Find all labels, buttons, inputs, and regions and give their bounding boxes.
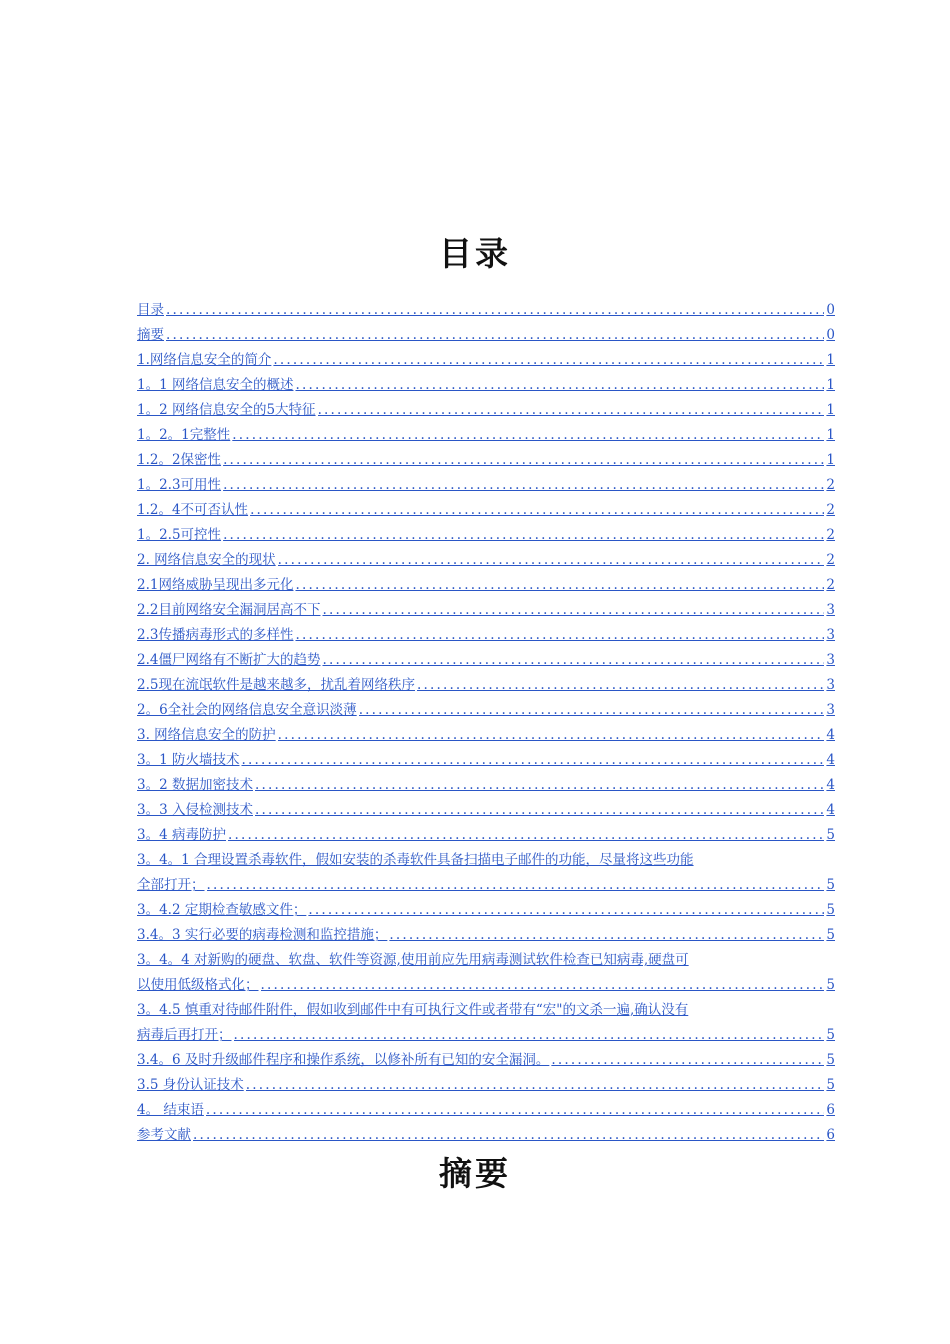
toc-page-number: 4 bbox=[826, 802, 835, 818]
toc-entry-text-line1: 3。4.5 慎重对待邮件附件，假如收到邮件中有可执行文件或者带有“宏"的文杀一遍,确认没有 bbox=[137, 1002, 689, 1018]
toc-entry[interactable] bbox=[137, 798, 835, 823]
toc-entry-text: 2.3传播病毒形式的多样性 bbox=[137, 627, 294, 643]
toc-entry[interactable] bbox=[137, 498, 835, 523]
toc-page-number: 5 bbox=[826, 1077, 835, 1093]
toc-page-number: 5 bbox=[826, 977, 835, 993]
toc-leader bbox=[223, 527, 824, 543]
toc-leader bbox=[359, 702, 825, 718]
toc-entry[interactable] bbox=[137, 923, 835, 948]
toc-entry-text: 3.4。6 及时升级邮件程序和操作系统，以修补所有已知的安全漏洞。 bbox=[137, 1052, 550, 1068]
toc-page-number: 4 bbox=[826, 752, 835, 768]
toc-page-number: 0 bbox=[826, 327, 835, 343]
toc-page-number: 4 bbox=[826, 777, 835, 793]
toc-entry[interactable] bbox=[137, 623, 835, 648]
toc-leader bbox=[246, 1077, 825, 1093]
toc-page-number: 5 bbox=[826, 927, 835, 943]
toc-leader bbox=[223, 452, 824, 468]
toc-entry-text: 2.1网络威胁呈现出多元化 bbox=[137, 577, 294, 593]
toc-entry-text: 3.4。3 实行必要的病毒检测和监控措施； bbox=[137, 927, 388, 943]
toc-page-number: 2 bbox=[826, 477, 835, 493]
toc-entry[interactable] bbox=[137, 698, 835, 723]
toc-entry[interactable] bbox=[137, 1048, 835, 1073]
toc-leader bbox=[389, 927, 824, 943]
toc-page-number: 3 bbox=[826, 602, 835, 618]
toc-page-number: 1 bbox=[826, 377, 835, 393]
toc-page-number: 5 bbox=[826, 1027, 835, 1043]
toc-entry-text: 3.5 身份认证技术 bbox=[137, 1077, 244, 1093]
toc-entry[interactable] bbox=[137, 523, 835, 548]
toc-page-number: 3 bbox=[826, 652, 835, 668]
toc-entry-text: 2.2目前网络安全漏洞居高不下 bbox=[137, 602, 321, 618]
toc-list bbox=[137, 298, 835, 1148]
toc-entry-text: 1。1 网络信息安全的概述 bbox=[137, 377, 294, 393]
toc-leader bbox=[273, 352, 824, 368]
abstract-title: 摘要 bbox=[439, 1154, 511, 1193]
toc-leader bbox=[232, 427, 824, 443]
toc-page-number: 2 bbox=[826, 502, 835, 518]
toc-leader bbox=[318, 402, 825, 418]
toc-leader bbox=[295, 577, 824, 593]
toc-entry-text: 2.4僵尸网络有不断扩大的趋势 bbox=[137, 652, 321, 668]
toc-entry-text: 2.5现在流氓软件是越来越多，扰乱着网络秩序 bbox=[137, 677, 415, 693]
toc-page-number: 2 bbox=[826, 577, 835, 593]
toc-entry[interactable] bbox=[137, 323, 835, 348]
toc-page-number: 5 bbox=[826, 902, 835, 918]
toc-page-number: 2 bbox=[826, 552, 835, 568]
toc-leader bbox=[223, 477, 824, 493]
toc-entry-text: 3。4.2 定期检查敏感文件； bbox=[137, 902, 307, 918]
toc-entry[interactable] bbox=[137, 473, 835, 498]
toc-entry-text: 摘要 bbox=[137, 327, 164, 343]
toc-entry-text-line1: 3。4。4 对新购的硬盘、软盘、软件等资源,使用前应先用病毒测试软件检查已知病毒,硬盘可 bbox=[137, 952, 689, 968]
toc-page-number: 2 bbox=[826, 527, 835, 543]
toc-leader bbox=[308, 902, 824, 918]
toc-entry[interactable] bbox=[137, 898, 835, 923]
toc-page-number: 5 bbox=[826, 1052, 835, 1068]
toc-leader bbox=[166, 327, 824, 343]
toc-leader bbox=[166, 302, 824, 318]
toc-page-number: 3 bbox=[826, 702, 835, 718]
toc-entry[interactable] bbox=[137, 298, 835, 323]
toc-entry[interactable] bbox=[137, 648, 835, 673]
toc-entry-text: 1。2.3可用性 bbox=[137, 477, 222, 493]
toc-leader bbox=[322, 602, 824, 618]
toc-leader bbox=[417, 677, 824, 693]
toc-entry[interactable] bbox=[137, 373, 835, 398]
toc-entry-text: 2. 网络信息安全的现状 bbox=[137, 552, 276, 568]
toc-leader bbox=[255, 777, 824, 793]
toc-entry-multiline[interactable] bbox=[137, 948, 835, 998]
toc-leader bbox=[278, 552, 825, 568]
toc-entry-text-line2: 以使用低级格式化； bbox=[137, 977, 259, 993]
toc-entry-text-line2: 全部打开； bbox=[137, 877, 205, 893]
toc-title: 目录 bbox=[439, 234, 511, 273]
toc-entry[interactable] bbox=[137, 573, 835, 598]
toc-entry-text: 2。6全社会的网络信息安全意识淡薄 bbox=[137, 702, 357, 718]
toc-leader bbox=[193, 1127, 824, 1143]
toc-entry[interactable] bbox=[137, 823, 835, 848]
toc-entry[interactable] bbox=[137, 398, 835, 423]
toc-entry-text: 3. 网络信息安全的防护 bbox=[137, 727, 276, 743]
toc-leader bbox=[551, 1052, 824, 1068]
toc-entry-text: 3。1 防火墙技术 bbox=[137, 752, 240, 768]
toc-entry-text: 参考文献 bbox=[137, 1127, 191, 1143]
toc-leader bbox=[207, 877, 825, 893]
toc-entry-text: 1.网络信息安全的简介 bbox=[137, 352, 272, 368]
toc-leader bbox=[241, 752, 824, 768]
toc-leader bbox=[278, 727, 825, 743]
toc-leader bbox=[206, 1102, 825, 1118]
toc-entry-text-line2: 病毒后再打开； bbox=[137, 1027, 232, 1043]
toc-entry-text: 1。2。1完整性 bbox=[137, 427, 231, 443]
toc-entry-text: 1。2.5可控性 bbox=[137, 527, 222, 543]
toc-entry[interactable] bbox=[137, 448, 835, 473]
toc-entry-text: 3。2 数据加密技术 bbox=[137, 777, 253, 793]
toc-entry[interactable] bbox=[137, 748, 835, 773]
toc-entry[interactable] bbox=[137, 673, 835, 698]
toc-entry[interactable] bbox=[137, 1073, 835, 1098]
toc-entry-line2 bbox=[137, 873, 835, 898]
toc-entry[interactable] bbox=[137, 1123, 835, 1148]
toc-entry-text: 1。2 网络信息安全的5大特征 bbox=[137, 402, 316, 418]
toc-entry-line2 bbox=[137, 973, 835, 998]
toc-page-number: 1 bbox=[826, 452, 835, 468]
toc-entry[interactable] bbox=[137, 548, 835, 573]
toc-entry-text: 3。3 入侵检测技术 bbox=[137, 802, 253, 818]
toc-entry[interactable] bbox=[137, 423, 835, 448]
toc-entry-text: 1.2。4不可否认性 bbox=[137, 502, 249, 518]
toc-entry[interactable] bbox=[137, 773, 835, 798]
toc-entry[interactable] bbox=[137, 1098, 835, 1123]
toc-entry[interactable] bbox=[137, 723, 835, 748]
toc-page-number: 6 bbox=[826, 1102, 835, 1118]
toc-leader bbox=[255, 802, 824, 818]
toc-leader bbox=[295, 627, 824, 643]
toc-entry-text: 目录 bbox=[137, 302, 164, 318]
toc-entry-text-line1: 3。4。1 合理设置杀毒软件，假如安装的杀毒软件具备扫描电子邮件的功能，尽量将这些功能 bbox=[137, 852, 694, 868]
toc-leader bbox=[228, 827, 824, 843]
toc-entry-text: 3。4 病毒防护 bbox=[137, 827, 226, 843]
toc-page-number: 6 bbox=[826, 1127, 835, 1143]
toc-leader bbox=[250, 502, 824, 518]
toc-entry-line2 bbox=[137, 1023, 835, 1048]
toc-entry[interactable] bbox=[137, 348, 835, 373]
toc-entry[interactable] bbox=[137, 598, 835, 623]
toc-leader bbox=[261, 977, 825, 993]
toc-page-number: 1 bbox=[826, 402, 835, 418]
toc-page-number: 5 bbox=[826, 877, 835, 893]
toc-leader bbox=[322, 652, 824, 668]
toc-page-number: 4 bbox=[826, 727, 835, 743]
toc-leader bbox=[234, 1027, 825, 1043]
toc-entry-text: 1.2。2保密性 bbox=[137, 452, 222, 468]
toc-page-number: 3 bbox=[826, 677, 835, 693]
toc-page-number: 1 bbox=[826, 352, 835, 368]
toc-page-number: 5 bbox=[826, 827, 835, 843]
toc-page-number: 3 bbox=[826, 627, 835, 643]
toc-page-number: 1 bbox=[826, 427, 835, 443]
toc-entry-multiline[interactable] bbox=[137, 998, 835, 1048]
toc-leader bbox=[295, 377, 824, 393]
toc-page-number: 0 bbox=[826, 302, 835, 318]
toc-entry-text: 4。 结束语 bbox=[137, 1102, 204, 1118]
toc-entry-multiline[interactable] bbox=[137, 848, 835, 898]
